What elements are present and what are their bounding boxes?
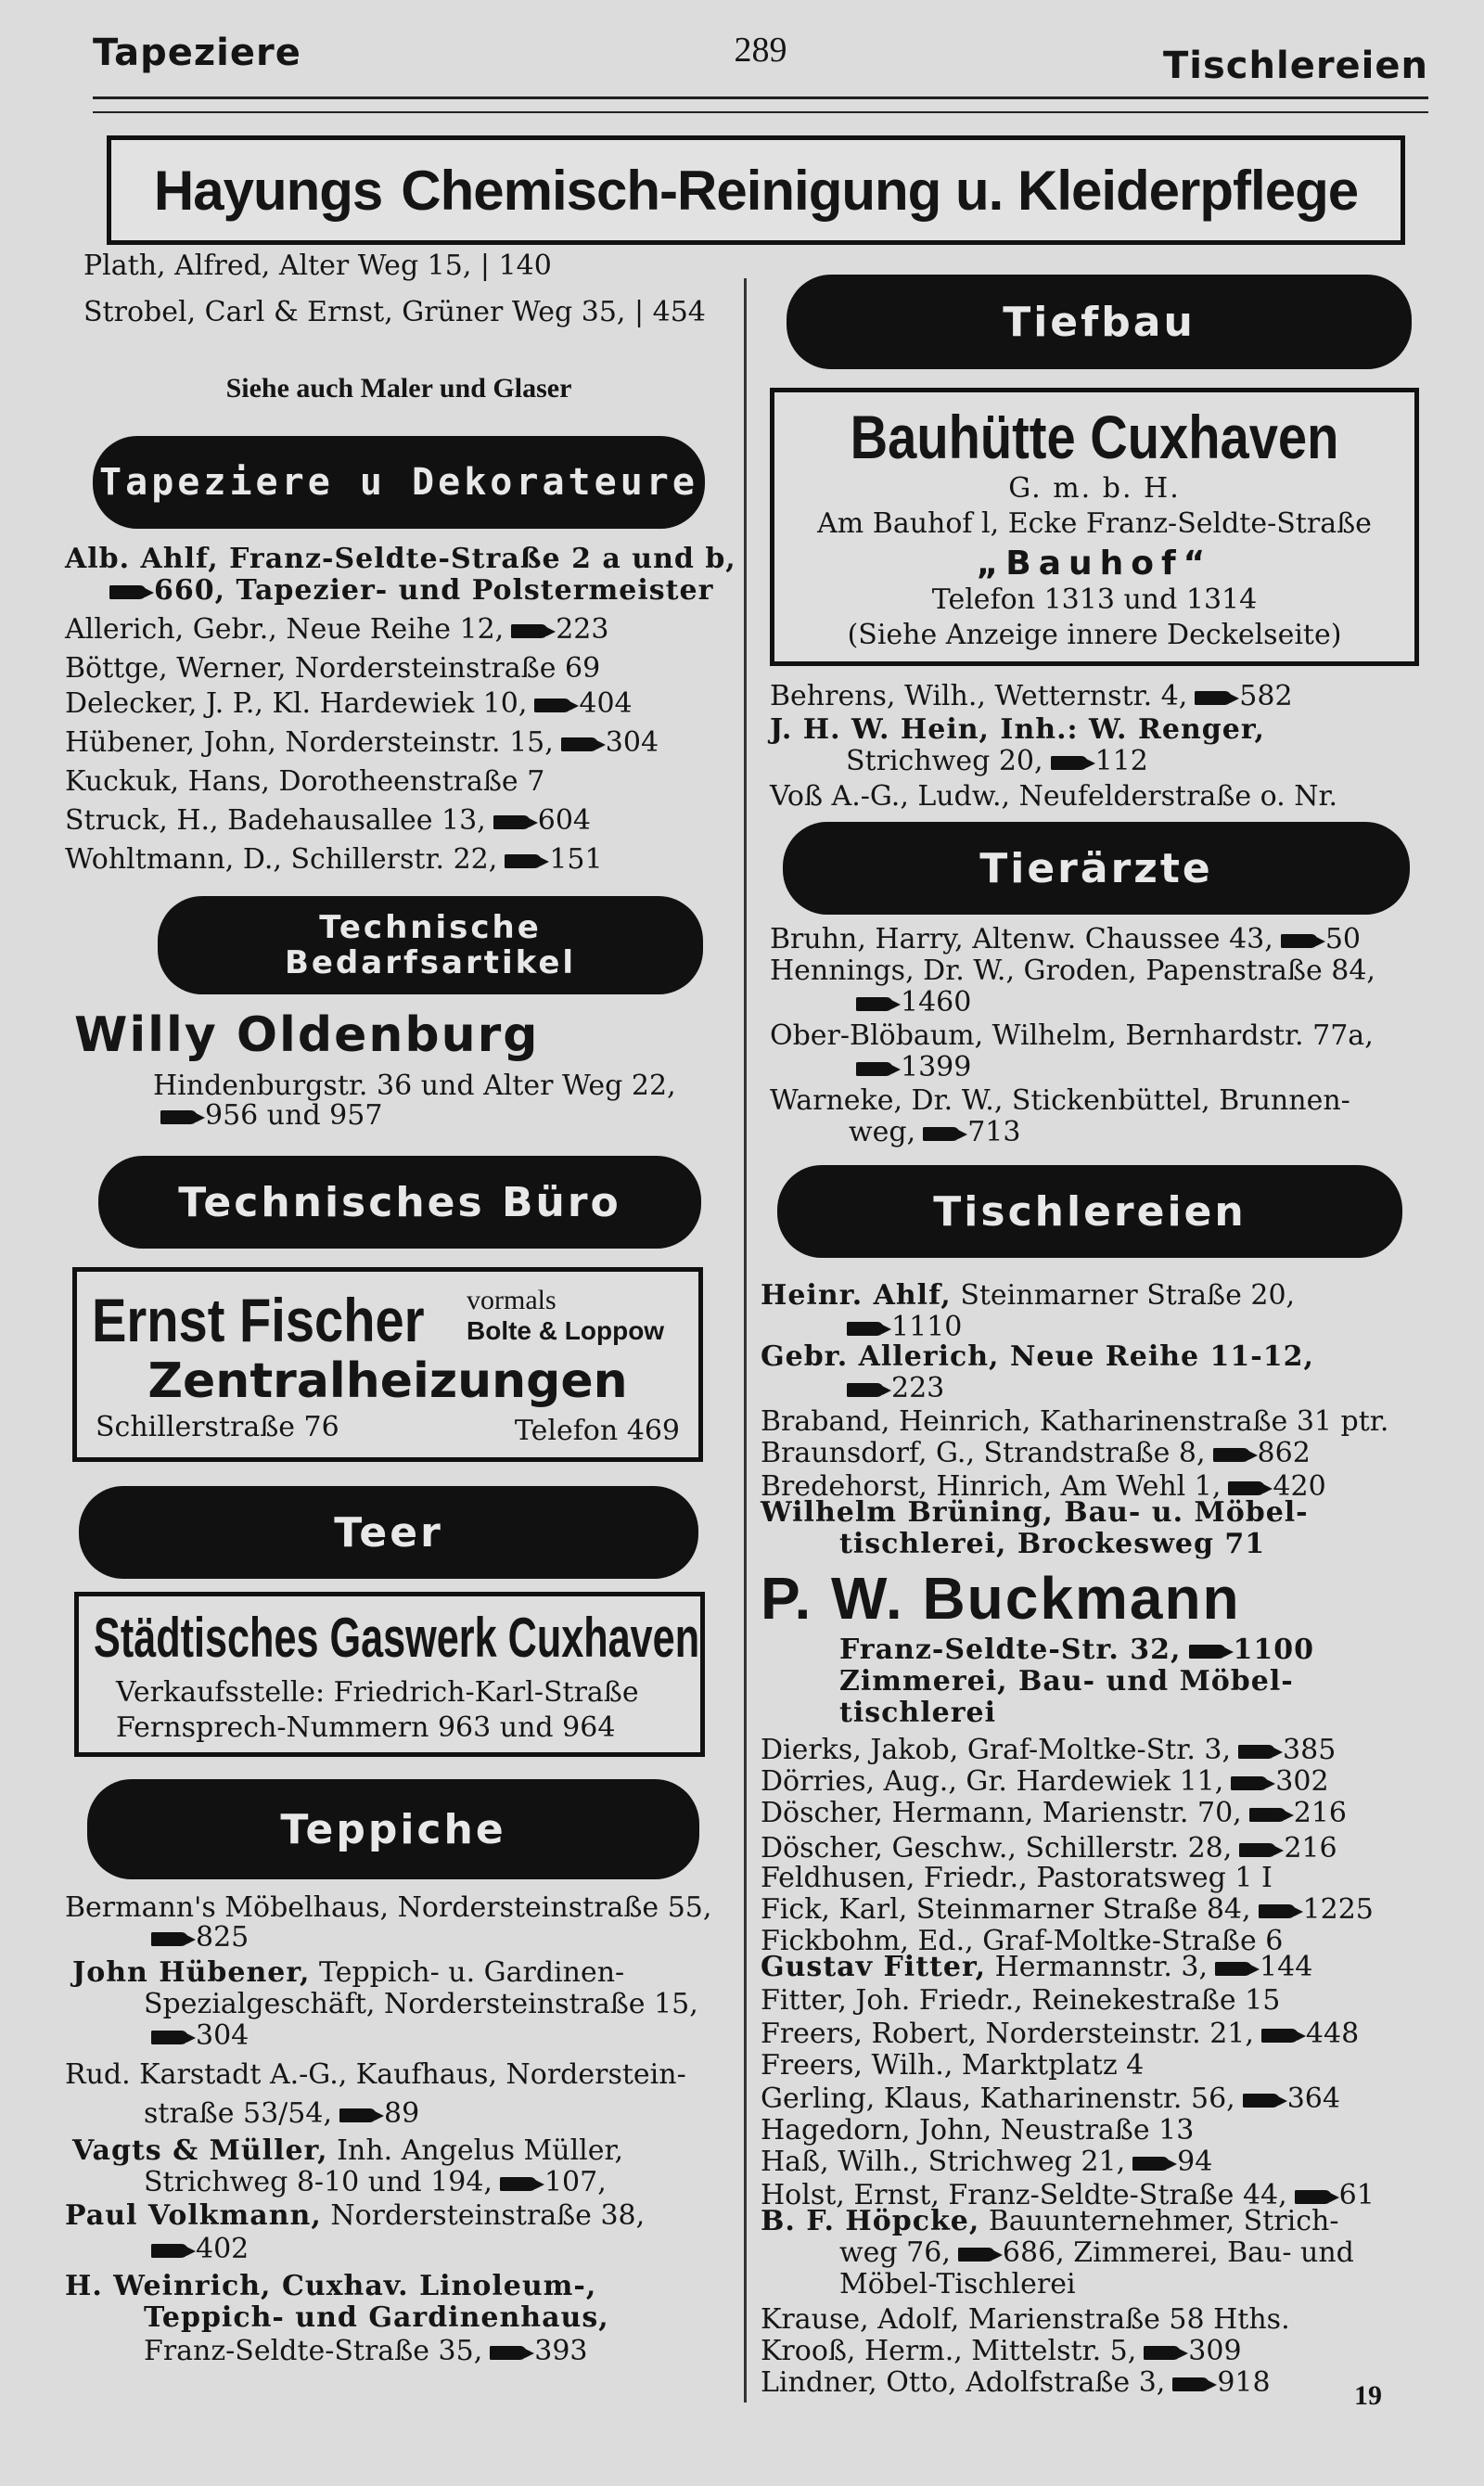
telephone-icon bbox=[151, 2244, 188, 2258]
list-item: Hennings, Dr. W., Groden, Papenstraße 84, bbox=[770, 955, 1375, 987]
column-divider bbox=[744, 278, 747, 2403]
telephone-icon bbox=[490, 2346, 527, 2360]
telephone-icon bbox=[109, 585, 147, 599]
list-item: tischlerei, Brockesweg 71 bbox=[839, 1528, 1266, 1560]
header-right: Tischlereien bbox=[1162, 45, 1428, 87]
bauhuette-gmbh: G. m. b. H. bbox=[1008, 472, 1181, 505]
list-item: Spezialgeschäft, Nordersteinstraße 15, bbox=[144, 1988, 698, 2020]
list-item: Kuckuk, Hans, Dorotheenstraße 7 bbox=[65, 765, 545, 798]
list-item: Warneke, Dr. W., Stickenbüttel, Brunnen- bbox=[770, 1084, 1350, 1117]
telephone-icon bbox=[1215, 1962, 1252, 1976]
buckmann-name: P. W. Buckmann bbox=[761, 1565, 1241, 1632]
list-item: Fick, Karl, Steinmarner Straße 84, 1225 bbox=[761, 1893, 1374, 1926]
list-item: weg 76, 686, Zimmerei, Bau- und bbox=[839, 2236, 1354, 2269]
header-rule bbox=[93, 96, 1428, 99]
list-item: Ober-Blöbaum, Wilhelm, Bernhardstr. 77a, bbox=[770, 1019, 1374, 1052]
list-item: H. Weinrich, Cuxhav. Linoleum-, bbox=[65, 2270, 597, 2302]
telephone-icon bbox=[856, 997, 893, 1011]
telephone-icon bbox=[160, 1110, 198, 1124]
telephone-icon bbox=[1261, 2029, 1298, 2043]
bauhof-label: „Bauhof“ bbox=[976, 545, 1213, 583]
telephone-icon bbox=[151, 2031, 188, 2044]
telephone-icon bbox=[561, 737, 598, 751]
list-item: Allerich, Gebr., Neue Reihe 12, 223 bbox=[65, 613, 609, 646]
bauhuette-note: (Siehe Anzeige innere Deckelseite) bbox=[847, 619, 1342, 651]
telephone-icon bbox=[500, 2177, 537, 2191]
list-item: Vagts & Müller, Inh. Angelus Müller, bbox=[72, 2134, 624, 2167]
list-item: Heinr. Ahlf, Steinmarner Straße 20, bbox=[761, 1279, 1296, 1312]
telephone-icon bbox=[1231, 1776, 1268, 1790]
telephone-icon bbox=[1051, 756, 1088, 770]
telephone-icon bbox=[1213, 1448, 1250, 1462]
telephone-icon bbox=[847, 1383, 884, 1397]
list-item: Dörries, Aug., Gr. Hardewiek 11, 302 bbox=[761, 1765, 1329, 1798]
list-item: Teppich- und Gardinenhaus, bbox=[144, 2301, 609, 2334]
list-item: 825 bbox=[144, 1922, 249, 1954]
banner-name: Hayungs bbox=[153, 159, 383, 222]
section-heading-technisches-buero: Technisches Büro bbox=[98, 1156, 701, 1249]
list-item: 660, Tapezier- und Polstermeister bbox=[102, 575, 713, 607]
fischer-name: Ernst Fischer bbox=[92, 1286, 425, 1354]
list-item: Lindner, Otto, Adolfstraße 3, 918 bbox=[761, 2366, 1271, 2399]
telephone-icon bbox=[1243, 2094, 1280, 2108]
bauhuette-name: Bauhütte Cuxhaven bbox=[850, 403, 1339, 471]
list-item: Plath, Alfred, Alter Weg 15, | 140 bbox=[83, 250, 552, 282]
section-heading-tiefbau: Tiefbau bbox=[787, 275, 1412, 369]
fischer-telefon: Telefon 469 bbox=[514, 1415, 680, 1447]
list-item: Braunsdorf, G., Strandstraße 8, 862 bbox=[761, 1437, 1311, 1469]
telephone-icon bbox=[1144, 2346, 1181, 2360]
list-item: Alb. Ahlf, Franz-Seldte-Straße 2 a und b, bbox=[65, 543, 736, 575]
telephone-icon bbox=[1228, 1481, 1265, 1495]
list-item: Krooß, Herm., Mittelstr. 5, 309 bbox=[761, 2335, 1242, 2367]
list-item: Voß A.-G., Ludw., Neufelderstraße o. Nr. bbox=[770, 780, 1338, 813]
list-item: Rud. Karstadt A.-G., Kaufhaus, Norderstein- bbox=[65, 2058, 686, 2091]
section-heading-tapeziere: Tapezierе u Dekorateure bbox=[93, 436, 705, 529]
list-item: Feldhusen, Friedr., Pastoratsweg 1 I bbox=[761, 1862, 1273, 1894]
telephone-icon bbox=[847, 1322, 884, 1336]
telephone-icon bbox=[1172, 2377, 1209, 2391]
list-item: Franz-Seldte-Straße 35, 393 bbox=[144, 2335, 588, 2367]
header-rule bbox=[93, 111, 1428, 113]
telephone-icon bbox=[339, 2108, 377, 2122]
list-item: B. F. Höpcke, Bauunternehmer, Strich- bbox=[761, 2205, 1339, 2237]
list-item: straße 53/54, 89 bbox=[144, 2097, 420, 2130]
list-item: Freers, Wilh., Marktplatz 4 bbox=[761, 2049, 1145, 2082]
telephone-icon bbox=[1132, 2157, 1170, 2171]
list-item: Wohltmann, D., Schillerstr. 22, 151 bbox=[65, 843, 603, 876]
telephone-icon bbox=[958, 2248, 995, 2262]
header-left: Tapeziere bbox=[93, 32, 301, 74]
bauhuette-address: Am Bauhof l, Ecke Franz-Seldte-Straße bbox=[817, 507, 1372, 540]
gaswerk-ad bbox=[74, 1592, 705, 1757]
list-item: Döscher, Hermann, Marienstr. 70, 216 bbox=[761, 1797, 1347, 1829]
telephone-icon bbox=[1249, 1808, 1286, 1822]
list-item: Strichweg 20, 112 bbox=[846, 745, 1148, 777]
hayungs-banner bbox=[107, 135, 1405, 245]
list-item: 956 und 957 bbox=[153, 1100, 382, 1132]
gaswerk-line1: Verkaufsstelle: Friedrich-Karl-Straße bbox=[116, 1676, 639, 1709]
section-heading-tieraerzte: Tierärzte bbox=[783, 822, 1410, 915]
list-item: Hagedorn, John, Neustraße 13 bbox=[761, 2114, 1195, 2146]
gaswerk-line2: Fernsprech-Nummern 963 und 964 bbox=[116, 1711, 616, 1744]
list-item: 1399 bbox=[849, 1052, 971, 1083]
list-item: Haß, Wilh., Strichweg 21, 94 bbox=[761, 2146, 1213, 2178]
willy-oldenburg-name: Willy Oldenburg bbox=[74, 1007, 540, 1063]
list-item: Krause, Adolf, Marienstraße 58 Hths. bbox=[761, 2303, 1290, 2336]
list-item: Hübener, John, Nordersteinstr. 15, 304 bbox=[65, 726, 659, 759]
telephone-icon bbox=[856, 1062, 893, 1076]
list-item: Möbel-Tischlerei bbox=[839, 2268, 1076, 2300]
list-item: Bermann's Möbelhaus, Norderstеinstraße 55, bbox=[65, 1891, 712, 1924]
list-item: Holst, Ernst, Franz-Seldte-Straße 44, 61 bbox=[761, 2179, 1375, 2211]
list-item: 223 bbox=[839, 1373, 944, 1404]
list-item: Freers, Robert, Nordersteinstr. 21, 448 bbox=[761, 2018, 1360, 2050]
telephone-icon bbox=[1189, 1645, 1226, 1659]
list-item: Braband, Heinrich, Katharinenstraße 31 ptr. bbox=[761, 1405, 1389, 1438]
see-also-note: Siehe auch Maler und Glaser bbox=[225, 373, 572, 404]
list-item: Delecker, J. P., Kl. Hardewiek 10, 404 bbox=[65, 687, 633, 720]
gaswerk-name: Städtisches Gaswerk Cuxhaven bbox=[94, 1607, 700, 1669]
running-head bbox=[93, 26, 1428, 91]
list-item: Bruhn, Harry, Altenw. Chaussee 43, 50 bbox=[770, 923, 1361, 955]
list-item: Hindenburgstr. 36 und Alter Weg 22, bbox=[153, 1070, 676, 1102]
section-heading-teer: Teer bbox=[79, 1486, 698, 1579]
section-heading-teppiche: Teppiche bbox=[87, 1779, 699, 1879]
telephone-icon bbox=[493, 815, 531, 829]
telephone-icon bbox=[1195, 691, 1232, 705]
list-item: Gustav Fitter, Hermannstr. 3, 144 bbox=[761, 1951, 1313, 1983]
list-item: Gebr. Allerich, Neue Reihe 11-12, bbox=[761, 1340, 1314, 1373]
fischer-former-name: Bolte & Loppow bbox=[467, 1316, 665, 1345]
list-item: Döscher, Geschw., Schillerstr. 28, 216 bbox=[761, 1832, 1337, 1864]
telephone-icon bbox=[151, 1932, 188, 1946]
telephone-icon bbox=[1281, 934, 1318, 948]
list-item: 1110 bbox=[839, 1312, 962, 1343]
section-heading-tischlereien: Tischlereien bbox=[777, 1165, 1402, 1258]
ernst-fischer-ad bbox=[72, 1267, 703, 1462]
list-item: Strichweg 8-10 und 194, 107, bbox=[144, 2166, 607, 2198]
telephone-icon bbox=[534, 698, 571, 712]
list-item: J. H. W. Hein, Inh.: W. Renger, bbox=[770, 713, 1265, 746]
banner-text: Chemisch-Reinigung u. Kleiderpflege bbox=[401, 159, 1359, 222]
section-heading-technische-bedarfsartikel: Technische Bedarfsartikel bbox=[158, 896, 703, 994]
fischer-vormals: vormals bbox=[467, 1285, 556, 1315]
list-item: tischlerei bbox=[839, 1697, 996, 1729]
list-item: Zimmerei, Bau- und Möbel- bbox=[839, 1665, 1294, 1698]
telephone-icon bbox=[1238, 1745, 1275, 1759]
list-item: Paul Volkmann, Nordersteinstraße 38, bbox=[65, 2199, 646, 2232]
sheet-number: 19 bbox=[1354, 2380, 1382, 2411]
list-item: Behrens, Wilh., Wetternstr. 4, 582 bbox=[770, 680, 1293, 712]
list-item: Franz-Seldte-Str. 32, 1100 bbox=[839, 1634, 1314, 1666]
list-item: Gerling, Klaus, Katharinenstr. 56, 364 bbox=[761, 2082, 1340, 2115]
list-item: Dierks, Jakob, Graf-Moltke-Str. 3, 385 bbox=[761, 1734, 1337, 1766]
bauhuette-telefon: Telefon 1313 und 1314 bbox=[931, 583, 1258, 616]
list-item: Strobel, Carl & Ernst, Grüner Weg 35, | 454 bbox=[83, 296, 706, 328]
list-item: Fitter, Joh. Friedr., Reinekestraße 15 bbox=[761, 1984, 1281, 2017]
telephone-icon bbox=[1259, 1904, 1296, 1918]
list-item: Struck, H., Badehausallee 13, 604 bbox=[65, 804, 592, 837]
list-item: 1460 bbox=[849, 987, 971, 1019]
list-item: weg, 713 bbox=[849, 1116, 1021, 1148]
telephone-icon bbox=[923, 1127, 960, 1141]
list-item: 402 bbox=[144, 2234, 249, 2265]
fischer-zentralheizungen: Zentralheizungen bbox=[147, 1353, 628, 1409]
list-item: John Hübener, Teppich- u. Gardinen- bbox=[72, 1956, 625, 1989]
fischer-address: Schillerstraße 76 bbox=[96, 1411, 339, 1443]
list-item: Fickbohm, Ed., Graf-Moltke-Straße 6 bbox=[761, 1925, 1284, 1957]
list-item: Bredehorst, Hinrich, Am Wehl 1, 420 bbox=[761, 1470, 1326, 1503]
page-number: 289 bbox=[734, 31, 787, 70]
telephone-icon bbox=[511, 624, 548, 638]
telephone-icon bbox=[1295, 2190, 1332, 2204]
list-item: Böttge, Werner, Norderstеinstraße 69 bbox=[65, 652, 601, 685]
list-item: 304 bbox=[144, 2020, 249, 2052]
list-item: Wilhelm Brüning, Bau- u. Möbel- bbox=[761, 1496, 1309, 1529]
telephone-icon bbox=[505, 854, 542, 868]
telephone-icon bbox=[1239, 1843, 1276, 1857]
bauhuette-ad bbox=[770, 388, 1419, 666]
